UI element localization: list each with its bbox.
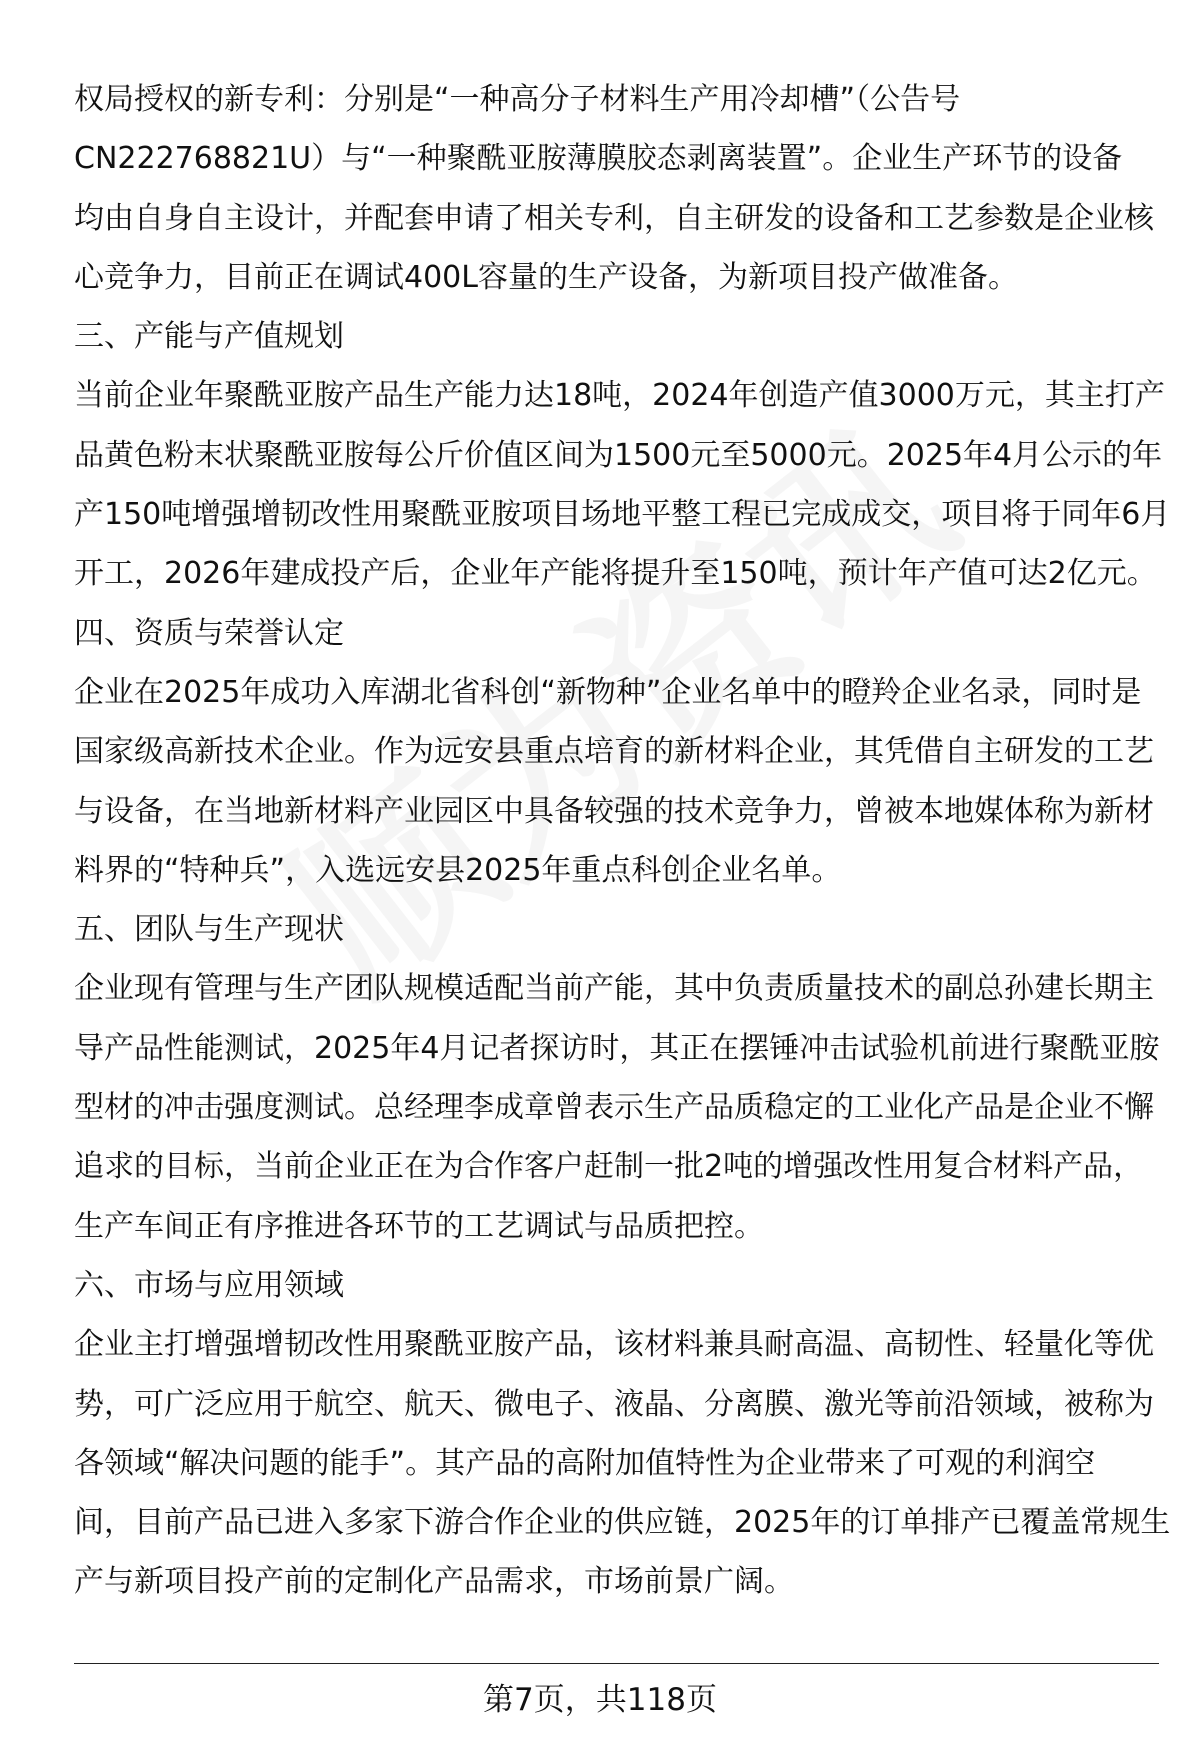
- text-line: 间，目前产品已进入多家下游合作企业的供应链，2025年的订单排产已覆盖常规生: [74, 1505, 1171, 1541]
- paragraph-market: [74, 1315, 1171, 1611]
- footer-divider: [74, 1663, 1159, 1664]
- text-line: 均由自身自主设计，并配套申请了相关专利，自主研发的设备和工艺参数是企业核: [74, 200, 1154, 236]
- text-line: 料界的“特种兵”，入选远安县2025年重点科创企业名单。: [74, 852, 842, 888]
- paragraph-patents: [74, 70, 1164, 307]
- paragraph-team: [74, 959, 1164, 1255]
- document-body: [74, 70, 1171, 1612]
- text-line: 势，可广泛应用于航空、航天、微电子、液晶、分离膜、激光等前沿领域，被称为: [74, 1386, 1154, 1422]
- text-line: 型材的冲击强度测试。总经理李成章曾表示生产品质稳定的工业化产品是企业不懈: [74, 1090, 1154, 1126]
- section-heading-team: 五、团队与生产现状: [74, 912, 344, 948]
- text-line: 品黄色粉末状聚酰亚胺每公斤价值区间为1500元至5000元。2025年4月公示的年: [74, 437, 1163, 473]
- section-heading-capacity: 三、产能与产值规划: [74, 319, 344, 355]
- text-line: 生产车间正有序推进各环节的工艺调试与品质把控。: [74, 1208, 764, 1244]
- text-line: 导产品性能测试，2025年4月记者探访时，其正在摆锤冲击试验机前进行聚酰亚胺: [74, 1030, 1160, 1066]
- page-number: 第7页，共118页: [483, 1682, 717, 1718]
- section-heading-qualifications: 四、资质与荣誉认定: [74, 615, 344, 651]
- text-line: 当前企业年聚酰亚胺产品生产能力达18吨，2024年创造产值3000万元，其主打产: [74, 378, 1165, 414]
- text-line: 心竞争力，目前正在调试400L容量的生产设备，为新项目投产做准备。: [74, 259, 1018, 295]
- text-line: 开工，2026年建成投产后，企业年产能将提升至150吨，预计年产值可达2亿元。: [74, 556, 1157, 592]
- text-line: 企业在2025年成功入库湖北省科创“新物种”企业名单中的瞪羚企业名录，同时是: [74, 674, 1142, 710]
- text-line: 企业现有管理与生产团队规模适配当前产能，其中负责质量技术的副总孙建长期主: [74, 971, 1154, 1007]
- text-line: 与设备，在当地新材料产业园区中具备较强的技术竞争力，曾被本地媒体称为新材: [74, 793, 1154, 829]
- text-line: 追求的目标，当前企业正在为合作客户赶制一批2吨的增强改性用复合材料产品，: [74, 1149, 1144, 1185]
- section-heading-market: 六、市场与应用领域: [74, 1267, 344, 1303]
- text-line: 企业主打增强增韧改性用聚酰亚胺产品，该材料兼具耐高温、高韧性、轻量化等优: [74, 1327, 1154, 1363]
- text-line: CN222768821U）与“一种聚酰亚胺薄膜胶态剥离装置”。企业生产环节的设备: [74, 141, 1123, 177]
- text-line: 各领域“解决问题的能手”。其产品的高附加值特性为企业带来了可观的利润空: [74, 1445, 1096, 1481]
- text-line: 产与新项目投产前的定制化产品需求，市场前景广阔。: [74, 1564, 794, 1600]
- paragraph-capacity: [74, 366, 1171, 603]
- text-line: 国家级高新技术企业。作为远安县重点培育的新材料企业，其凭借自主研发的工艺: [74, 734, 1154, 770]
- paragraph-qualifications: [74, 663, 1164, 900]
- text-line: 权局授权的新专利：分别是“一种高分子材料生产用冷却槽”（公告号: [74, 82, 961, 117]
- text-line: 产150吨增强增韧改性用聚酰亚胺项目场地平整工程已完成成交，项目将于同年6月: [74, 497, 1171, 533]
